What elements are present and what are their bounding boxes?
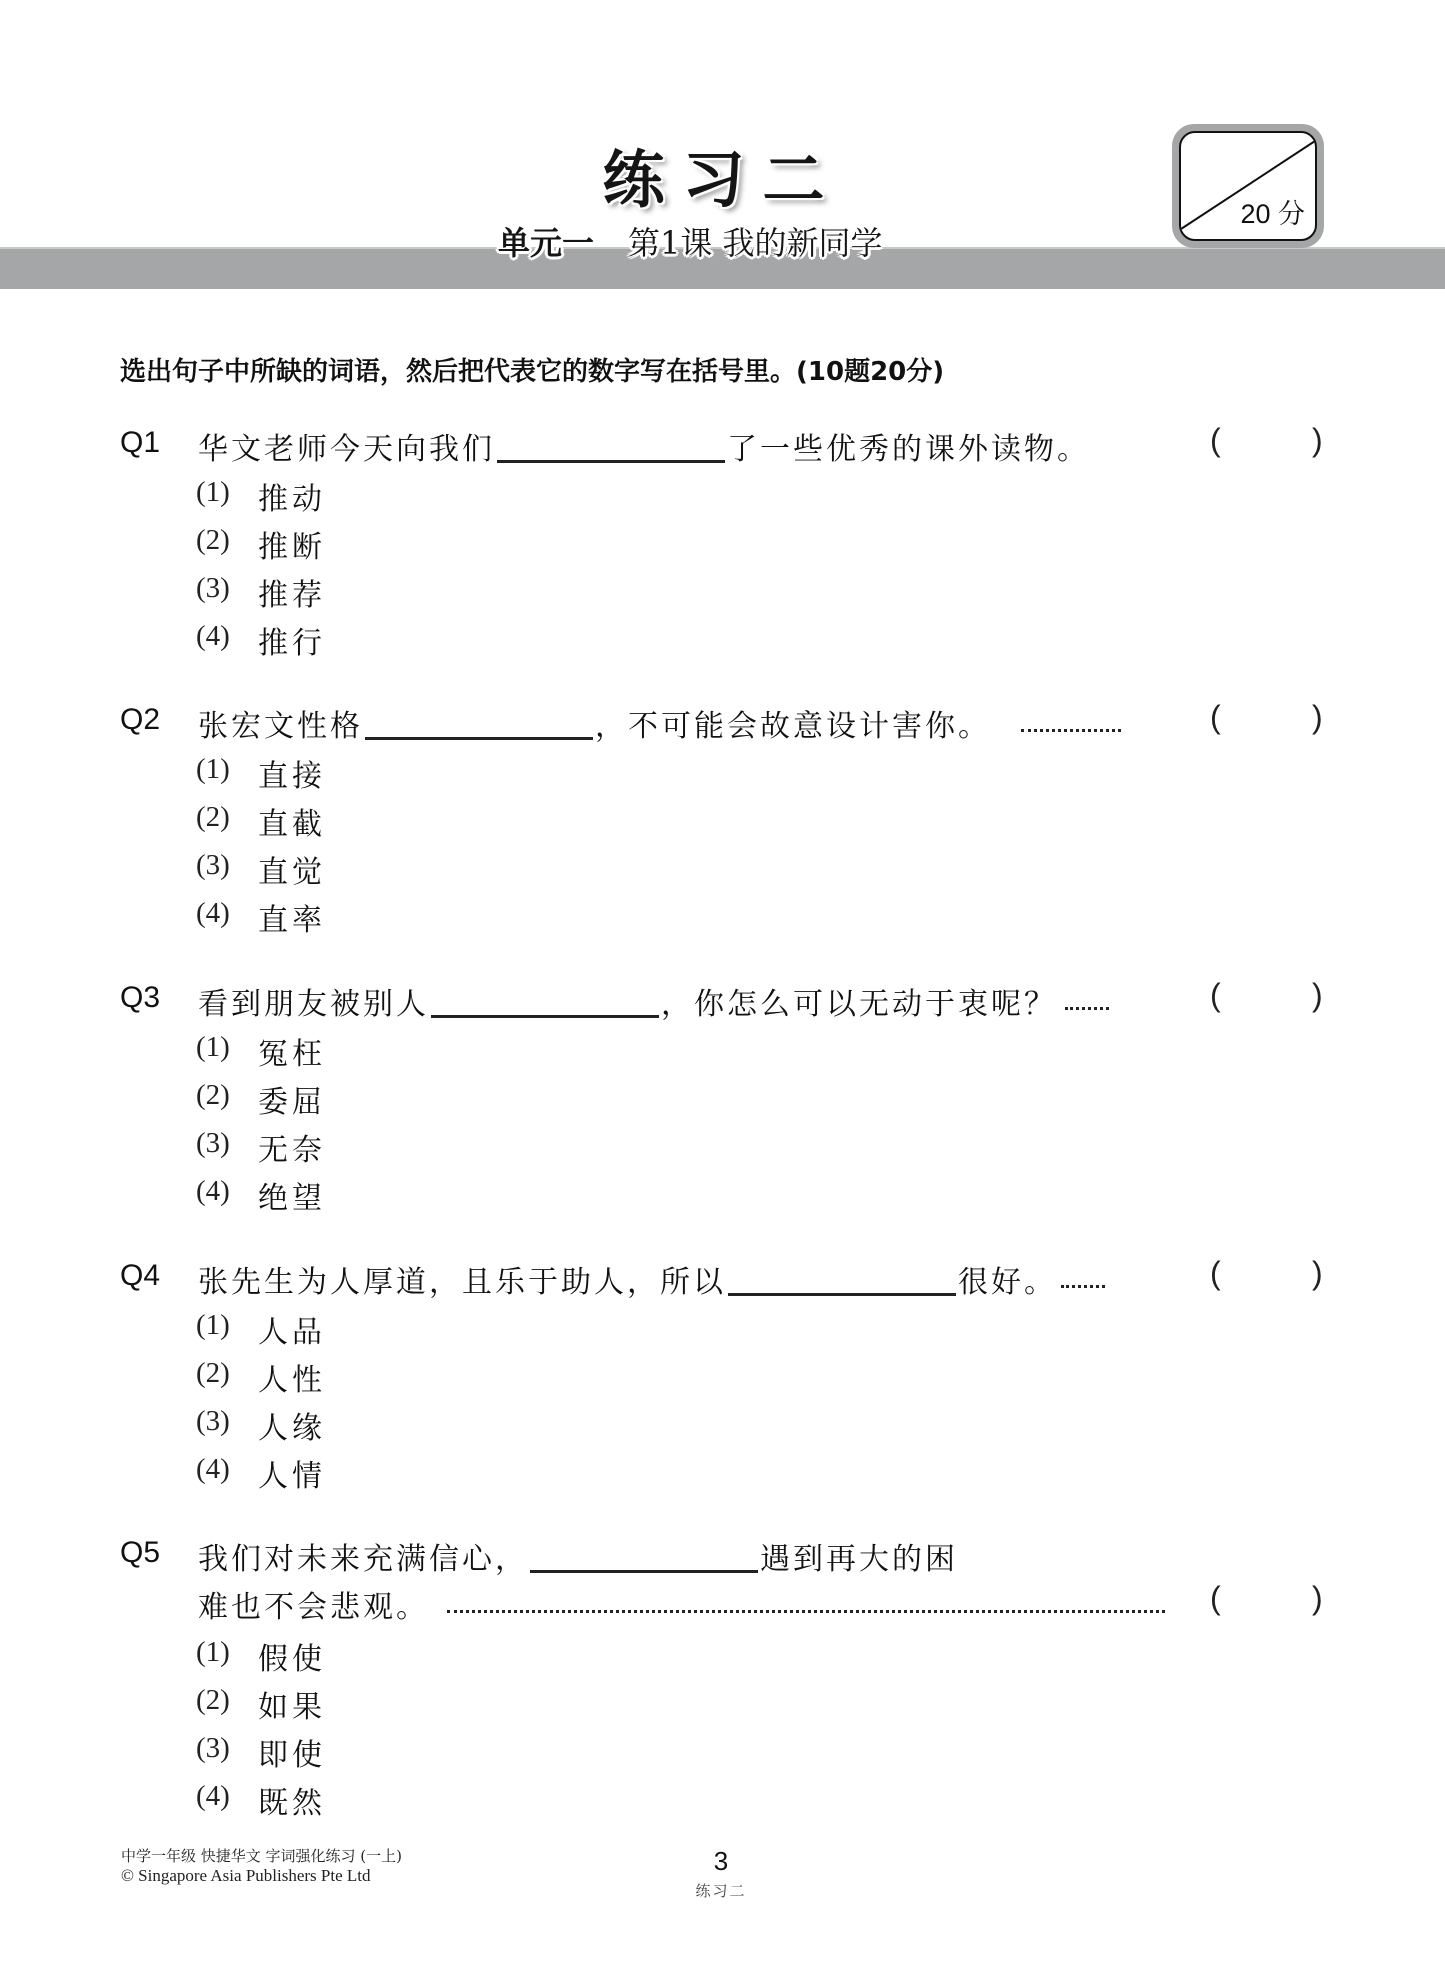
question-label: Q2 (120, 703, 161, 736)
question-text: 张宏文性格 ，不可能会故意设计害你。 (198, 701, 1121, 745)
leader-dots (1061, 1267, 1105, 1288)
options-list (0, 1303, 1445, 1495)
answer-paren-open: ( (1210, 977, 1221, 1013)
option-4: (4) 人情 (196, 1453, 326, 1494)
option-4: (4) 绝望 (196, 1175, 326, 1216)
answer-paren-close: ) (1312, 977, 1323, 1013)
question-5 (0, 1530, 1445, 1822)
question-label: Q3 (120, 981, 161, 1014)
answer-paren-open: ( (1210, 1255, 1221, 1291)
option-4: (4) 既然 (196, 1780, 326, 1821)
options-list (0, 1025, 1445, 1217)
option-1: (1) 假使 (196, 1636, 326, 1677)
option-3: (3) 直觉 (196, 849, 326, 890)
option-1: (1) 直接 (196, 753, 326, 794)
answer-paren-close: ) (1312, 699, 1323, 735)
option-2: (2) 人性 (196, 1357, 326, 1398)
question-text: 张先生为人厚道，且乐于助人，所以 很好。 (198, 1257, 1105, 1301)
book-title: 中学一年级 快捷华文 字词强化练习 (一上) (121, 1847, 403, 1865)
instruction-text: 选出句子中所缺的词语，然后把代表它的数字写在括号里。(10题20分) (120, 357, 945, 387)
page-subtitle (498, 218, 883, 264)
option-1: (1) 冤枉 (196, 1031, 326, 1072)
leader-dots (1021, 711, 1121, 732)
question-label: Q4 (120, 1259, 161, 1292)
answer-paren-close: ) (1312, 1255, 1323, 1291)
answer-blank[interactable] (728, 1263, 956, 1296)
score-field[interactable] (1179, 131, 1317, 241)
option-3: (3) 无奈 (196, 1127, 326, 1168)
total-score: 20 分 (1240, 199, 1305, 229)
option-2: (2) 委屈 (196, 1079, 326, 1120)
leader-dots (447, 1592, 1165, 1613)
question-4 (0, 1253, 1445, 1495)
answer-blank[interactable] (431, 985, 659, 1018)
leader-dots (1065, 989, 1109, 1010)
question-text: 我们对未来充满信心， 遇到再大的困 (198, 1542, 958, 1577)
copyright: © Singapore Asia Publishers Pte Ltd (121, 1866, 371, 1885)
question-2 (0, 697, 1445, 939)
answer-paren-open: ( (1210, 699, 1221, 735)
option-3: (3) 即使 (196, 1732, 326, 1773)
question-text: 华文老师今天向我们 了一些优秀的课外读物。 (198, 432, 1090, 467)
option-3: (3) 推荐 (196, 572, 326, 613)
page-number: 3 (713, 1846, 729, 1876)
option-2: (2) 推断 (196, 524, 326, 565)
option-1: (1) 人品 (196, 1309, 326, 1350)
option-3: (3) 人缘 (196, 1405, 326, 1446)
option-2: (2) 直截 (196, 801, 326, 842)
answer-blank[interactable] (497, 430, 725, 463)
option-4: (4) 推行 (196, 620, 326, 661)
question-1 (0, 420, 1445, 662)
answer-blank[interactable] (530, 1540, 758, 1573)
options-list (0, 470, 1445, 662)
question-text: 看到朋友被别人 ，你怎么可以无动于衷呢？ (198, 979, 1109, 1023)
answer-blank[interactable] (365, 707, 593, 740)
option-2: (2) 如果 (196, 1684, 326, 1725)
option-1: (1) 推动 (196, 476, 326, 517)
options-list (0, 747, 1445, 939)
answer-paren-close: ) (1312, 422, 1323, 458)
question-text-line2: 难也不会悲观。 (198, 1582, 1165, 1626)
option-4: (4) 直率 (196, 897, 326, 938)
page-label: 练习二 (695, 1882, 747, 1900)
page-title: 练习二 (602, 143, 843, 216)
footer-credits (121, 1847, 402, 1885)
answer-paren-close: ) (1312, 1580, 1323, 1616)
answer-paren-open: ( (1210, 422, 1221, 458)
lesson-label: 第1课 我的新同学 (628, 224, 883, 262)
answer-paren-open: ( (1210, 1580, 1221, 1616)
options-list (0, 1630, 1445, 1822)
question-label: Q5 (120, 1536, 161, 1569)
question-3 (0, 975, 1445, 1217)
unit-label: 单元一 (498, 224, 595, 262)
score-box (1172, 124, 1324, 248)
question-label: Q1 (120, 426, 161, 459)
